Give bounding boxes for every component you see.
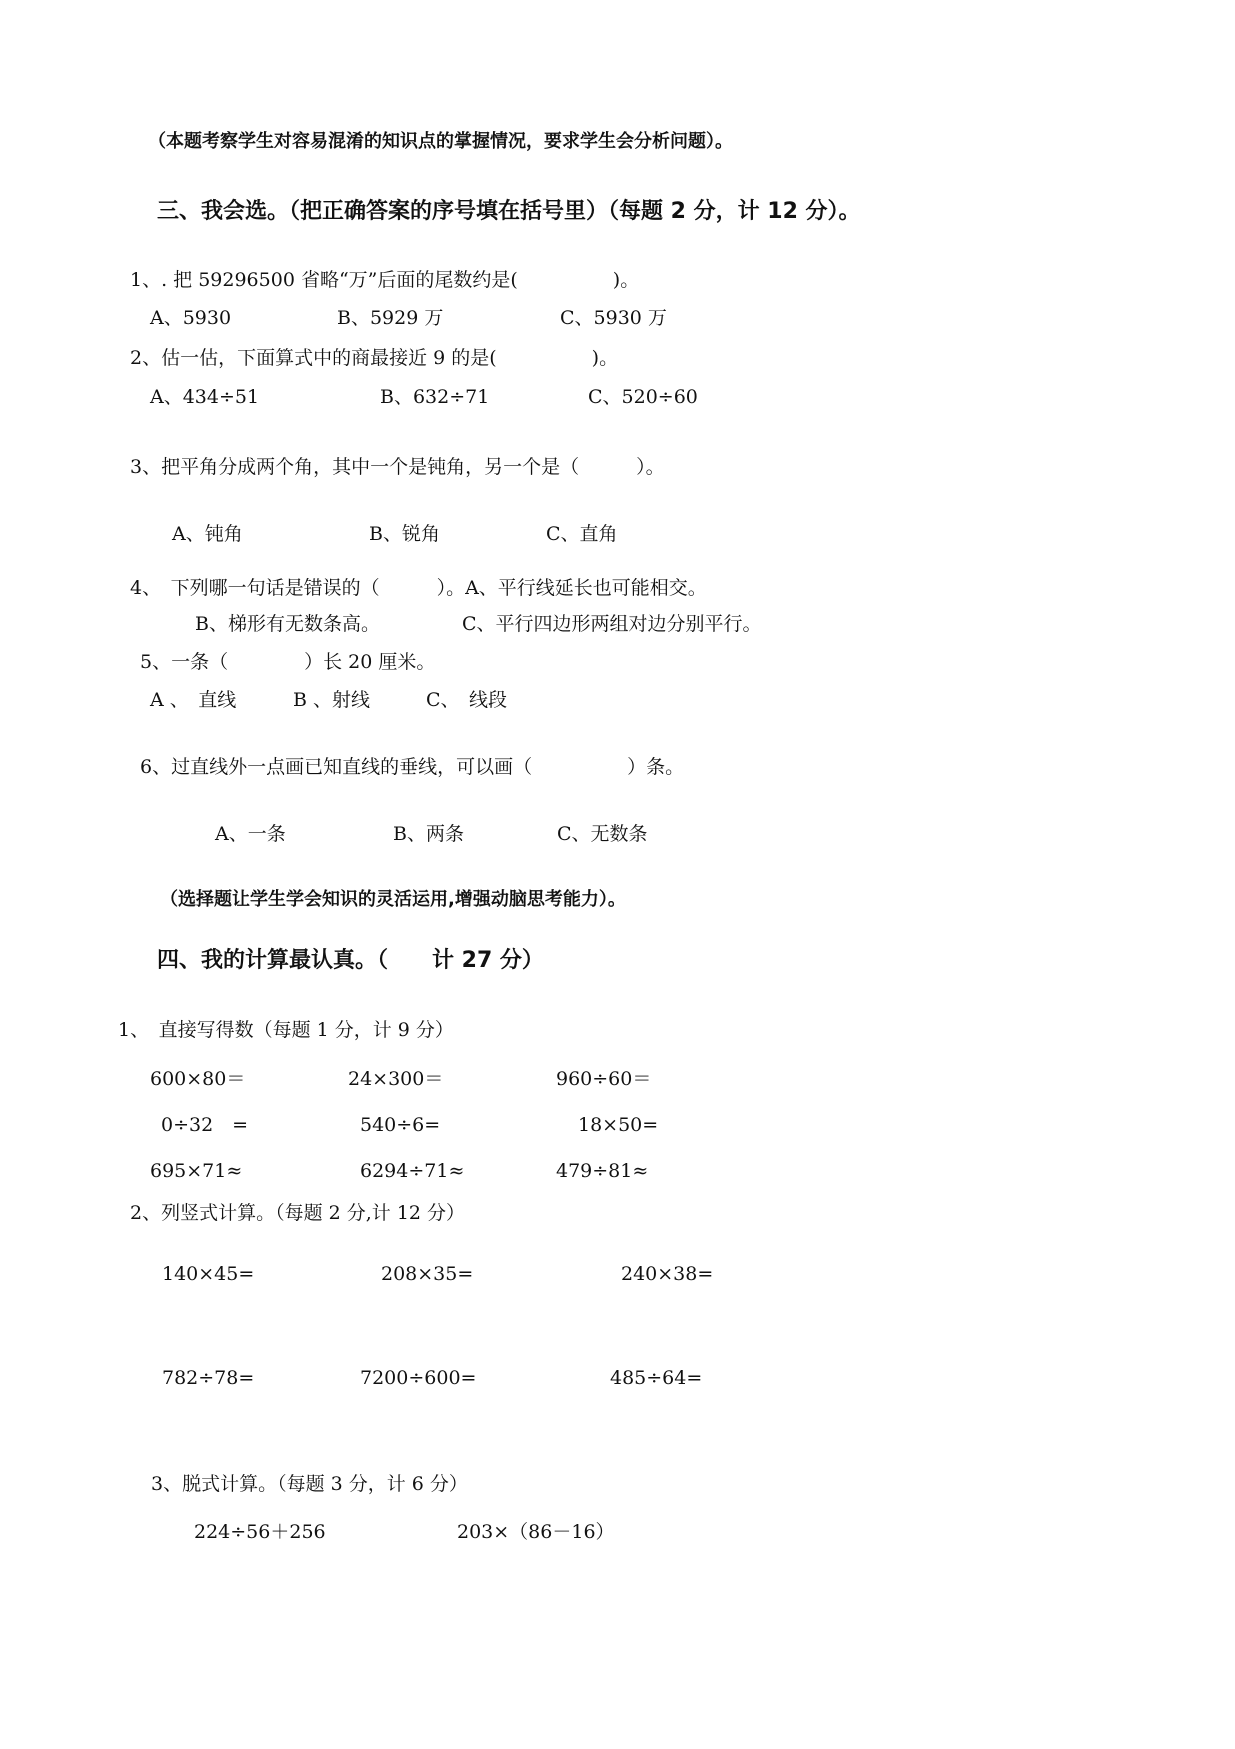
p2-title: 2、列竖式计算。（每题 2 分,计 12 分） — [130, 1202, 466, 1224]
q5-option-b: B 、射线 — [293, 689, 371, 711]
q1-option-c: C、5930 万 — [560, 307, 667, 329]
calc-item: 18×50= — [578, 1114, 659, 1136]
q3-option-c: C、直角 — [546, 523, 618, 545]
vertical-calc-item: 485÷64= — [610, 1367, 703, 1389]
q2-option-b: B、632÷71 — [380, 386, 490, 408]
q3-option-a: A、钝角 — [172, 523, 243, 545]
p1-title: 1、 直接写得数（每题 1 分，计 9 分） — [118, 1019, 454, 1041]
calc-item: 600×80＝ — [150, 1068, 246, 1090]
vertical-calc-item: 140×45= — [162, 1263, 255, 1285]
q1-stem: 1、. 把 59296500 省略“万”后面的尾数约是( )。 — [130, 269, 640, 291]
p3-title: 3、脱式计算。（每题 3 分，计 6 分） — [151, 1473, 468, 1495]
vertical-calc-item: 240×38= — [621, 1263, 714, 1285]
section3-heading: 三、我会选。（把正确答案的序号填在括号里）（每题 2 分，计 12 分）。 — [157, 199, 861, 224]
calc-item: 479÷81≈ — [556, 1160, 649, 1182]
q2-option-c: C、520÷60 — [588, 386, 698, 408]
calc-item: 6294÷71≈ — [360, 1160, 465, 1182]
calc-item: 0÷32 = — [161, 1114, 249, 1136]
q4-stem: 4、 下列哪一句话是错误的（ ）。A、平行线延长也可能相交。 — [130, 577, 707, 599]
q3-stem: 3、把平角分成两个角，其中一个是钝角，另一个是（ ）。 — [130, 456, 665, 478]
q5-option-c: C、 线段 — [426, 689, 508, 711]
vertical-calc-item: 208×35= — [381, 1263, 474, 1285]
calc-item: 695×71≈ — [150, 1160, 243, 1182]
step-calc-item: 224÷56＋256 — [194, 1521, 326, 1543]
q5-stem: 5、一条（ ）长 20 厘米。 — [140, 651, 436, 673]
calc-item: 960÷60＝ — [556, 1068, 652, 1090]
q1-option-a: A、5930 — [150, 307, 232, 329]
vertical-calc-item: 782÷78= — [162, 1367, 255, 1389]
q6-option-c: C、无数条 — [557, 823, 648, 845]
q1-option-b: B、5929 万 — [337, 307, 444, 329]
q5-option-a: A 、 直线 — [150, 689, 237, 711]
q4-option-c: C、平行四边形两组对边分别平行。 — [462, 613, 762, 635]
q6-stem: 6、过直线外一点画已知直线的垂线，可以画（ ）条。 — [140, 756, 685, 778]
q3-option-b: B、锐角 — [369, 523, 440, 545]
section3-note: （选择题让学生学会知识的灵活运用,增强动脑思考能力）。 — [160, 889, 626, 910]
q2-stem: 2、估一估，下面算式中的商最接近 9 的是( )。 — [130, 347, 619, 369]
calc-item: 24×300＝ — [348, 1068, 444, 1090]
note-top: （本题考察学生对容易混淆的知识点的掌握情况，要求学生会分析问题）。 — [148, 131, 733, 152]
q6-option-a: A、一条 — [215, 823, 286, 845]
q6-option-b: B、两条 — [393, 823, 464, 845]
section4-heading: 四、我的计算最认真。（ 计 27 分） — [157, 948, 544, 973]
step-calc-item: 203×（86－16） — [457, 1521, 615, 1543]
q2-option-a: A、434÷51 — [150, 386, 260, 408]
vertical-calc-item: 7200÷600= — [360, 1367, 477, 1389]
calc-item: 540÷6= — [360, 1114, 441, 1136]
q4-option-b: B、梯形有无数条高。 — [195, 613, 380, 635]
